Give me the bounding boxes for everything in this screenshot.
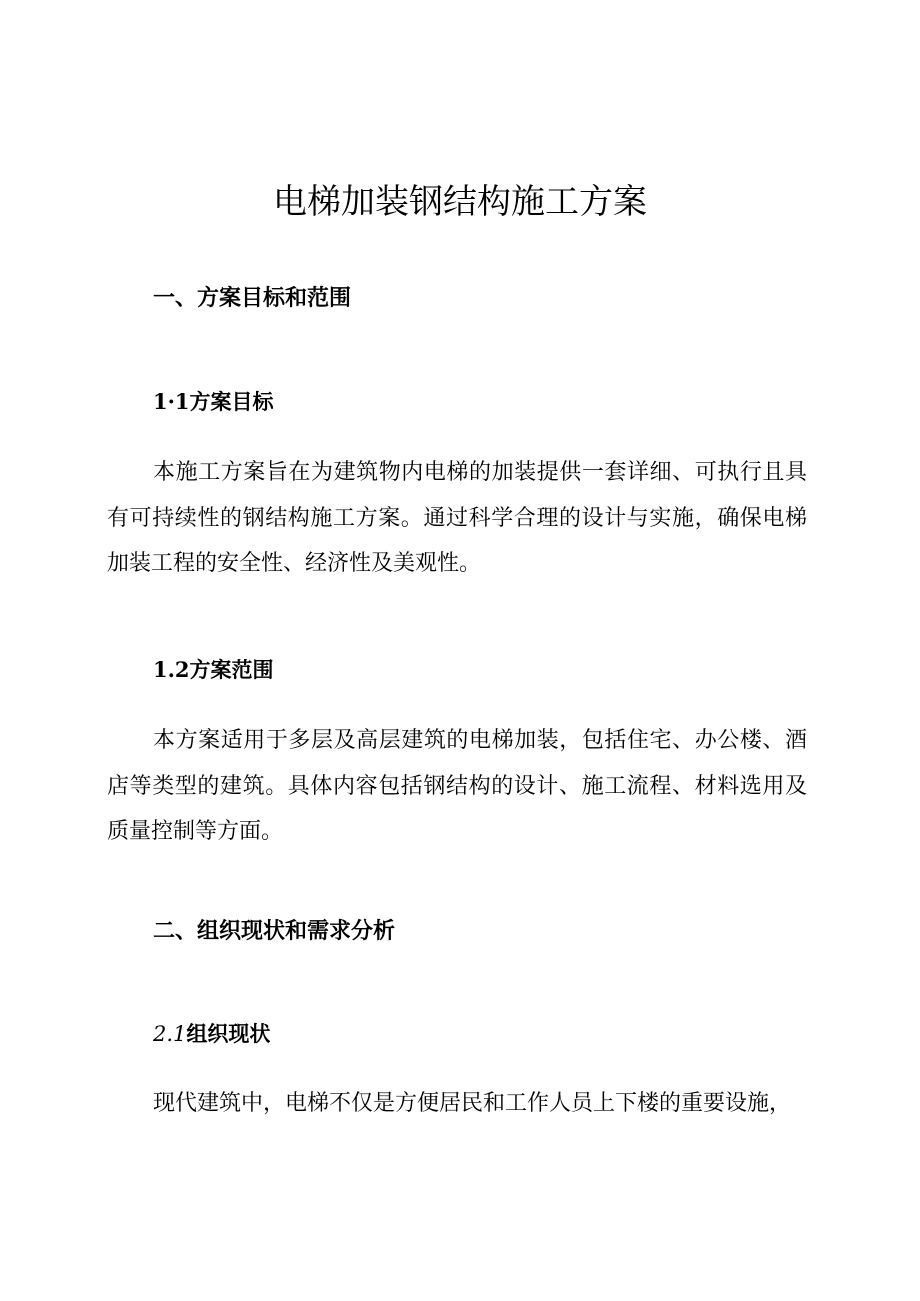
subsection-number: 1·1	[153, 389, 190, 414]
section-heading-1: 一、方案目标和范围	[153, 286, 352, 311]
paragraph-2-1: 现代建筑中，电梯不仅是方便居民和工作人员上下楼的重要设施，	[153, 1091, 792, 1116]
paragraph-1-2: 本方案适用于多层及高层建筑的电梯加装，包括住宅、办公楼、酒店等类型的建筑。具体内容包括钢结构的设计、施工流程、材料选用及质量控制等方面。	[107, 728, 807, 844]
document-title: 电梯加装钢结构施工方案	[273, 182, 647, 222]
subsection-heading-1-2	[153, 655, 274, 685]
paragraph-1-1: 本施工方案旨在为建筑物内电梯的加装提供一套详细、可执行且具有可持续性的钢结构施工方案。通过科学合理的设计与实施，确保电梯加装工程的安全性、经济性及美观性。	[107, 460, 807, 576]
subsection-title: 方案目标	[189, 390, 274, 414]
subsection-number: 2.1	[153, 1022, 187, 1046]
section-heading-2: 二、组织现状和需求分析	[153, 919, 396, 944]
subsection-title: 方案范围	[189, 658, 274, 682]
subsection-number: 1.2	[153, 657, 190, 682]
subsection-heading-1-1	[153, 387, 274, 417]
subsection-heading-2-1	[153, 1019, 270, 1049]
subsection-title: 组织现状	[186, 1022, 271, 1046]
